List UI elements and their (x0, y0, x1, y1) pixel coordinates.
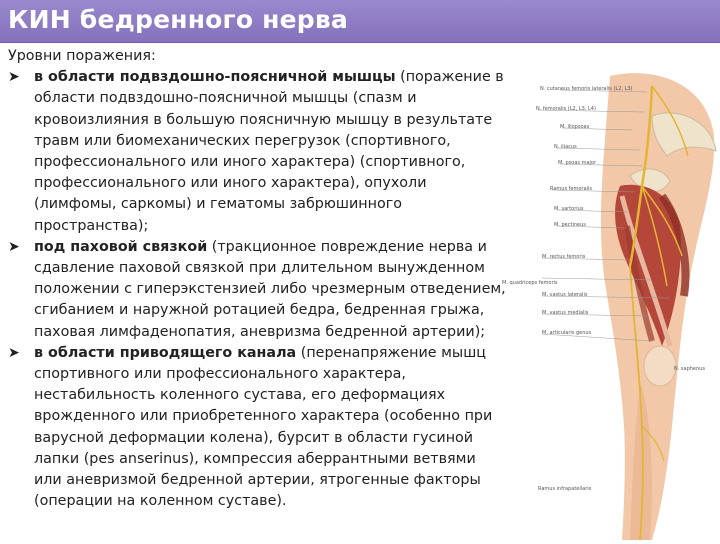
slide-content (8, 46, 506, 512)
figure-label: M. sartorius (554, 206, 584, 212)
anatomy-illustration (502, 66, 720, 540)
list-item-lead: под паховой связкой (34, 238, 208, 255)
list-item (8, 343, 506, 513)
figure-label: Ramus infrapatellaris (538, 486, 592, 492)
figure-label: M. rectus femoris (542, 254, 586, 260)
figure-label: M. vastus medialis (542, 310, 589, 316)
knee-patella (644, 346, 676, 386)
figure-label: M. quadriceps femoris (502, 280, 558, 286)
title-bar (0, 0, 720, 43)
figure-label: N. saphenus (674, 366, 705, 372)
list-item-text: (тракционное повреждение нерва и сдавление паховой связкой при длительном вынужденном положении с гиперэкстензией либо чрезмерным отведением, сгибанием и наружной ротацией бедра, бедренная грыжа, паховая лимфаденопатия, аневризма бедренной артерии); (34, 238, 506, 340)
figure-label: M. pectineus (554, 222, 586, 228)
intro-text: Уровни поражения: (8, 48, 156, 64)
figure-label: Ramus femoralis (550, 186, 592, 192)
slide-title: КИН бедренного нерва (8, 5, 348, 34)
figure-label: N. iliacus (554, 144, 577, 150)
arrow-bullet-icon: ➤ (8, 238, 20, 255)
list-item (8, 67, 506, 237)
list-item-text: (поражение в области подвздошно-поясничной мышцы (спазм и кровоизлияния в большую поясничную мышцу в результате травм или биомеханических перегрузок (спортивного, профессионального или иного характера) (спортивного, профессионального или иного характера), опухоли (лимфомы, саркомы) и гематомы забрюшинного пространства); (34, 69, 504, 234)
list-item-lead: в области приводящего канала (34, 344, 297, 361)
list-item-lead: в области подвздошно-поясничной мышцы (34, 69, 396, 86)
figure-label: N. femoralis (L2, L3, L4) (536, 106, 596, 112)
list-item (8, 237, 506, 343)
leg-anatomy-drawing (502, 66, 720, 540)
arrow-bullet-icon: ➤ (8, 69, 20, 86)
arrow-bullet-icon: ➤ (8, 344, 20, 361)
figure-label: M. vastus lateralis (542, 292, 588, 298)
figure-label: M. articularis genus (542, 330, 592, 336)
figure-label: N. cutaneus femoris lateralis (L2, L3) (540, 86, 633, 92)
figure-label: M. psoas major (558, 160, 597, 166)
figure-label: M. iliopsoas (560, 124, 590, 130)
levels-list (8, 67, 506, 512)
list-item-text: (перенапряжение мышц спортивного или профессионального характера, нестабильность коленного сустава, его деформациях врожденного или приобретенного характера (особенно при варусной деформации колена), бурсит в области гусиной лапки (pes anserinus), компрессия аберрантными ветвями или аневризмой бедренной артерии, ятрогенные факторы (операции на коленном суставе). (34, 344, 493, 510)
